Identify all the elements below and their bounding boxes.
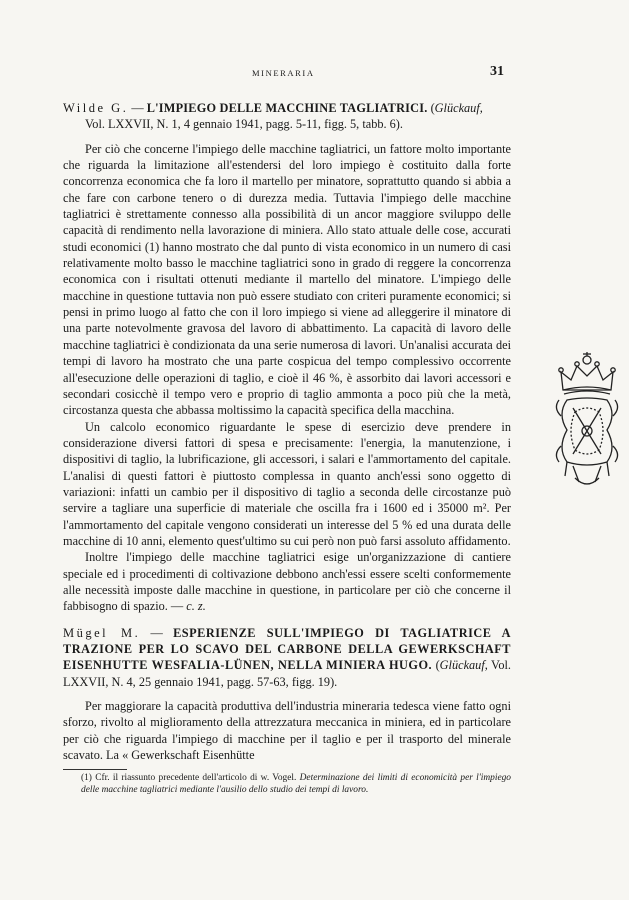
entry-2-source-open: ( xyxy=(432,658,440,673)
running-header xyxy=(0,64,629,84)
footnote-author: w. Vogel. xyxy=(260,773,297,784)
footnote-text-a: Cfr. il riassunto precedente dell'articolo di xyxy=(91,773,261,784)
entry-2-paragraph-1: Per maggiorare la capacità produttiva dell'industria mineraria tedesca viene fatto ogni sforzo, rivolto al miglioramento della attrezzatura meccanica in miniera, ed in particolare per ciò che riguarda l'impiego di macchine per il taglio e per il trasporto del minerale scavato. La « Gewerkschaft Eisenhütte xyxy=(63,699,511,763)
entry-1-journal: Glückauf, xyxy=(434,101,483,115)
entry-1-paragraph-3 xyxy=(63,549,511,614)
entry-1-signature: c. z. xyxy=(186,599,206,614)
entry-2-heading xyxy=(63,625,511,690)
entry-2-dash: — xyxy=(140,625,174,640)
page-number: 31 xyxy=(490,64,504,79)
running-title: MINERARIA xyxy=(252,68,315,78)
footnote xyxy=(63,773,511,796)
entry-2-citation: Vol. LXXVII, N. 4, 25 gennaio 1941, pagg. 57-63, figg. 19). xyxy=(63,658,511,689)
footnote-text-b: Determinazione dei limiti di economicità per l'impiego delle macchine tagliatrici mediante l'ausilio dello studio dei tempi di lavoro. xyxy=(81,773,511,795)
entry-1-source-open: ( xyxy=(427,101,435,115)
entry-1-author: Wilde G. xyxy=(63,101,129,115)
entry-1-paragraph-3-text: Inoltre l'impiego delle macchine tagliatrici esige un'organizzazione di cantiere speciale ed i procedimenti di coltivazione debbono anch'essi essere scelti conformemente alle necessità imposte dalle macchine in questione, in particolare per ciò che concerne il fabbisogno di spazio. — xyxy=(63,550,511,614)
footnote-marker: (1) xyxy=(81,773,92,784)
footnote-rule xyxy=(63,769,127,770)
entry-1-paragraph-1: Per ciò che concerne l'impiego delle macchine tagliatrici, un fattore molto importante che riguarda la limitazione all'estendersi del loro impiego è costituito dalla forte concorrenza economica che fa loro il martello per minatore, soprattutto quando si abbia a che fare con carbone tenero o di durezza media. Tuttavia l'impiego delle macchine tagliatrici è strettamente connesso alla possibilità di un ancor maggiore sviluppo delle capacità di rendimento nella lavorazione di miniera. Allo stato attuale delle cose, accurati studi economici (1) hanno mostrato che dal punto di vista economico in un numero di casi relativamente molto basso le macchine tagliatrici sono in grado di reggere la concorrenza economica con i risultati ottenuti mediante il martello del minatore. L'impiego delle macchine in questione tuttavia non può essere studiato con criteri puramente economici; si pensi in primo luogo al fatto che con il loro impiego si viene ad alleggerire il minatore di una parte notevolmente gravosa del lavoro di abbattimento. La capacità di lavoro delle macchine tagliatrici è condizionata da una serie numerosa di lavori. Un'analisi accurata dei tempi di lavoro ha mostrato che una parte cospicua del tempo complessivo occorrente all'esecuzione delle operazioni di taglio, e cioè il 46 %, è assorbito dai lavori accessori e secondari cosicchè il tempo vero e proprio di taglio ammonta a poco più che la metà, circostanza questa che abbassa moltissimo la capacità specifica della macchina. xyxy=(63,141,511,418)
entry-1-title: L'IMPIEGO DELLE MACCHINE TAGLIATRICI. xyxy=(146,101,428,115)
entry-2-journal: Glückauf, xyxy=(439,658,488,673)
entry-2-title: ESPERIENZE SULL'IMPIEGO DI TAGLIATRICE A TRAZIONE PER LO SCAVO DEL CARBONE DELLA GEWERKSCHAFT EISENHUTTE WESFALIA-LÜNEN, NELLA MINIERA HUGO. xyxy=(63,625,511,673)
library-crown-stamp-icon xyxy=(549,338,625,496)
entry-1-citation: Vol. LXXVII, N. 1, 4 gennaio 1941, pagg. 5-11, figg. 5, tabb. 6). xyxy=(85,117,403,132)
entry-1-heading xyxy=(63,100,511,133)
entry-1-paragraph-2: Un calcolo economico riguardante le spese di esercizio deve prendere in considerazione diversi fattori di spesa e precisamente: l'energia, la manutenzione, i dispositivi di taglio, la lubrificazione, gli accessori, i salari e l'ammortamento del capitale. L'analisi di questi fattori è piuttosto complessa in quanto anch'essi sono oggetto di variazioni: infatti un cambio per il dispositivo di taglio a seconda delle circostanze può servire a tagliare una superficie di materiale che oscilla fra i 1600 ed i 35000 m². Per l'ammortamento del capitale vengono considerati un interesse del 5 % ed una durata delle macchine di 10 anni, elemento quest'ultimo su cui però non può farsi assoluto affidamento. xyxy=(63,419,511,548)
entry-1-dash: — xyxy=(128,101,147,115)
main-text xyxy=(63,100,511,796)
entry-2-author: Mügel M. xyxy=(63,625,141,640)
